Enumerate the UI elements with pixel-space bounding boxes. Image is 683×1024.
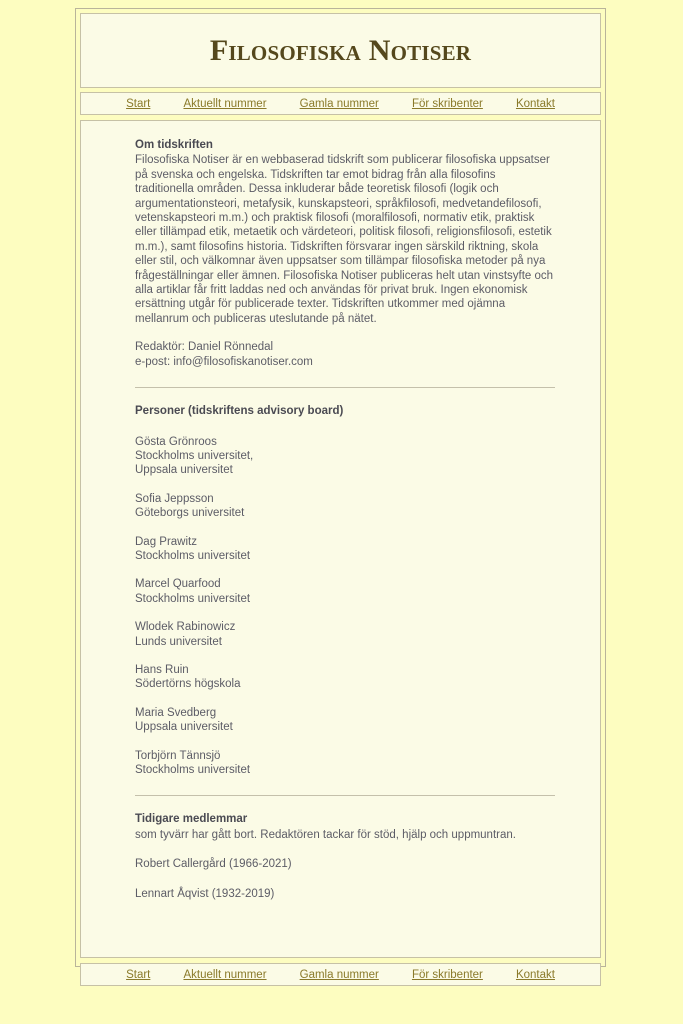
board-member bbox=[135, 435, 578, 478]
board-member bbox=[135, 620, 578, 649]
member-affiliation: Uppsala universitet bbox=[135, 721, 233, 734]
editor-line: Redaktör: Daniel Rönnedal bbox=[135, 341, 274, 354]
board-member bbox=[135, 749, 578, 778]
site-title: Filosofiska Notiser bbox=[209, 33, 472, 67]
member-affiliation: Stockholms universitet bbox=[135, 549, 251, 562]
section-divider-board bbox=[135, 387, 555, 388]
member-name: Wlodek Rabinowicz bbox=[135, 621, 236, 634]
board-member bbox=[135, 492, 578, 521]
former-member-entry: Lennart Åqvist (1932-2019) bbox=[135, 887, 275, 900]
board-list bbox=[135, 435, 578, 778]
about-paragraph: Filosofiska Notiser är en webbaserad tidskrift som publicerar filosofiska uppsatser på svenska och engelska. Tidskriften tar emot bidrag från alla filosofins traditionella områden. Dessa inkluderar både teoretisk filosofi (logik och argumentationsteori, metafysik, kunskapsteori, språkfilosofi, medvetandefilosofi, vetenskapsteori m.m.) och praktisk filosofi (moralfilosofi, normativ etik, praktisk eller tillämpad etik, metaetik och värdeteori, politisk filosofi, religionsfilosofi, estetik m.m.), samt filosofins historia. Tidskriften försvarar ingen särskild riktning, skola eller stil, och välkomnar även uppsatser som tillämpar filosofiska metoder på nya frågeställningar eller ämnen. Filosofiska Notiser publiceras helt utan vinstsyfte och alla artiklar får fritt laddas ned och användas för privat bruk. Ingen ekonomisk ersättning utgår för publicerade texter. Tidskriften utkommer med ojämna mellanrum och publiceras uteslutande på nätet. bbox=[135, 154, 554, 325]
board-member bbox=[135, 577, 578, 606]
member-affiliation: Stockholms universitet, bbox=[135, 449, 254, 462]
nav-link-for-skribenter[interactable]: För skribenter bbox=[411, 97, 483, 110]
primary-navigation bbox=[80, 92, 601, 115]
board-heading: Personer (tidskriftens advisory board) bbox=[135, 405, 344, 418]
nav-link-gamla-nummer[interactable]: Gamla nummer bbox=[299, 97, 379, 110]
page-frame bbox=[75, 8, 606, 981]
footer-navigation bbox=[80, 963, 601, 986]
footer-nav-link-kontakt[interactable]: Kontakt bbox=[515, 968, 555, 981]
editor-block bbox=[135, 340, 578, 369]
footer-nav-link-aktuellt-nummer[interactable]: Aktuellt nummer bbox=[183, 968, 267, 981]
former-member-entry: Robert Callergård (1966-2021) bbox=[135, 858, 292, 871]
board-member bbox=[135, 706, 578, 735]
board-member bbox=[135, 535, 578, 564]
email-line: e-post: info@filosofiskanotiser.com bbox=[135, 355, 313, 368]
about-heading: Om tidskriften bbox=[135, 139, 213, 151]
member-name: Maria Svedberg bbox=[135, 706, 217, 719]
former-members-subtitle: som tyvärr har gått bort. Redaktören tackar för stöd, hjälp och uppmuntran. bbox=[135, 828, 516, 841]
footer-nav-link-gamla-nummer[interactable]: Gamla nummer bbox=[299, 968, 379, 981]
member-affiliation: Stockholms universitet bbox=[135, 592, 251, 605]
member-name: Hans Ruin bbox=[135, 663, 189, 676]
member-affiliation: Göteborgs universitet bbox=[135, 507, 245, 520]
member-name: Gösta Grönroos bbox=[135, 435, 217, 448]
member-affiliation: Stockholms universitet bbox=[135, 764, 251, 776]
footer-nav-link-for-skribenter[interactable]: För skribenter bbox=[411, 968, 483, 981]
member-name: Marcel Quarfood bbox=[135, 578, 221, 591]
section-divider-former bbox=[135, 795, 555, 796]
board-member bbox=[135, 663, 578, 692]
main-content bbox=[80, 120, 601, 958]
member-name: Dag Prawitz bbox=[135, 535, 197, 548]
footer-nav-link-start[interactable]: Start bbox=[126, 968, 151, 981]
former-members-heading: Tidigare medlemmar bbox=[135, 813, 248, 826]
nav-link-aktuellt-nummer[interactable]: Aktuellt nummer bbox=[183, 97, 267, 110]
masthead bbox=[80, 13, 601, 88]
nav-link-start[interactable]: Start bbox=[126, 97, 151, 110]
member-affiliation-secondary: Uppsala universitet bbox=[135, 464, 233, 477]
member-affiliation: Lunds universitet bbox=[135, 635, 222, 648]
nav-link-kontakt[interactable]: Kontakt bbox=[515, 97, 555, 110]
member-name: Sofia Jeppsson bbox=[135, 492, 214, 505]
member-name: Torbjörn Tännsjö bbox=[135, 749, 221, 762]
member-affiliation: Södertörns högskola bbox=[135, 678, 241, 691]
